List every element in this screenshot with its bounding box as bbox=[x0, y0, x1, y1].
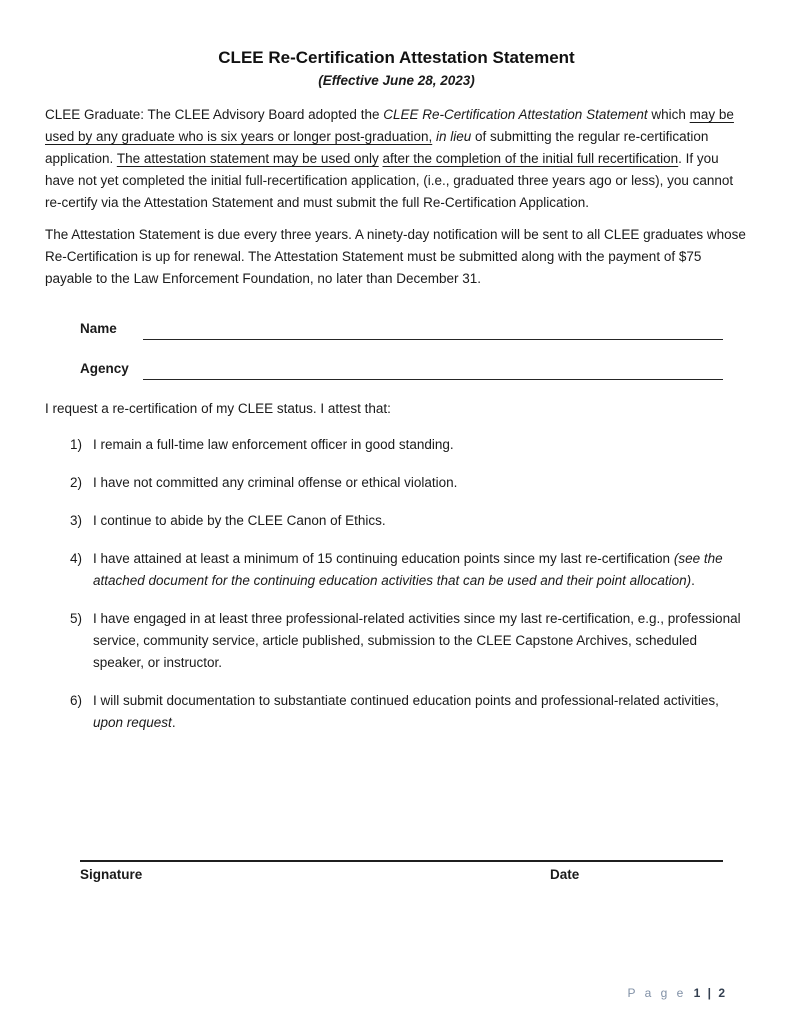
item-number: 5) bbox=[70, 611, 83, 626]
italic-run: upon request bbox=[93, 715, 172, 730]
text-run: . bbox=[171, 715, 176, 730]
item-text: I have not committed any criminal offense or ethical violation. bbox=[93, 475, 458, 490]
item-text: I remain a full-time law enforcement officer in good standing. bbox=[93, 437, 454, 452]
document-subtitle: (Effective June 28, 2023) bbox=[318, 73, 475, 88]
attestation-item-1 bbox=[70, 434, 748, 456]
underlined-run: may be used by any graduate who is six years or longer post-graduation, bbox=[45, 107, 734, 144]
italic-run: (see the attached document for the continuing education activities that can be used and their point allocation) bbox=[93, 551, 723, 588]
attestation-item-4 bbox=[70, 548, 748, 592]
attestation-list bbox=[45, 434, 748, 734]
signature-blank-line bbox=[80, 860, 723, 864]
agency-field-row bbox=[80, 358, 723, 380]
italic-run: CLEE Re-Certification Attestation Statement bbox=[383, 107, 648, 122]
name-blank-line bbox=[143, 321, 723, 340]
item-number: 4) bbox=[70, 551, 83, 566]
date-label: Date bbox=[550, 867, 580, 882]
attestation-item-5 bbox=[70, 608, 748, 674]
text-run: I have attained at least a minimum of 15 continuing education points since my last re-certification bbox=[93, 551, 671, 566]
text-run: CLEE Graduate: The CLEE Advisory Board adopted the bbox=[45, 107, 380, 122]
item-number: 1) bbox=[70, 437, 83, 452]
italic-run: in lieu bbox=[436, 129, 472, 144]
text-run: I will submit documentation to substantiate continued education points and professional-related activities, bbox=[93, 693, 719, 708]
attestation-item-3 bbox=[70, 510, 748, 532]
name-field-row bbox=[80, 318, 723, 340]
signature-label: Signature bbox=[80, 867, 143, 882]
item-number: 3) bbox=[70, 513, 83, 528]
text-run: . bbox=[691, 573, 695, 588]
footer-page-word: P a g e bbox=[627, 986, 687, 1000]
signature-labels-row bbox=[80, 865, 723, 885]
attestation-item-6 bbox=[70, 690, 748, 734]
text-run: of submitting the regular re-certification application. bbox=[45, 129, 709, 166]
attestation-lead: I request a re-certification of my CLEE status. I attest that: bbox=[45, 401, 391, 416]
text-run: which bbox=[651, 107, 686, 122]
footer-page-numbers: 1 | 2 bbox=[693, 986, 727, 1000]
item-text: I continue to abide by the CLEE Canon of Ethics. bbox=[93, 513, 386, 528]
agency-blank-line bbox=[143, 361, 723, 380]
item-text bbox=[93, 548, 745, 592]
item-text bbox=[93, 690, 745, 734]
document-title: CLEE Re-Certification Attestation Statement bbox=[218, 48, 575, 67]
page-number-footer bbox=[627, 986, 727, 1000]
underlined-run: after the completion of the initial full recertification bbox=[382, 151, 679, 166]
underlined-run: The attestation statement may be used only bbox=[116, 151, 379, 166]
text-run: . If you have not yet completed the initial full-recertification application, (i.e., graduated three years ago or less), you cannot re-certify via the Attestation Statement and must submit the full Re-Certification Application. bbox=[45, 151, 734, 210]
item-text: I have engaged in at least three professional-related activities since my last re-certification, e.g., professional service, community service, article published, submission to the CLEE Capstone Archives, scheduled speaker, or instructor. bbox=[93, 611, 741, 670]
agency-label: Agency bbox=[80, 361, 129, 376]
item-number: 6) bbox=[70, 693, 83, 708]
signature-block bbox=[80, 860, 723, 885]
attestation-item-2 bbox=[70, 472, 748, 494]
intro-paragraph-2: The Attestation Statement is due every three years. A ninety-day notification will be sent to all CLEE graduates whose Re-Certification is up for renewal. The Attestation Statement must be submitted along with the payment of $75 payable to the Law Enforcement Foundation, no later than December 31. bbox=[45, 227, 746, 286]
name-label: Name bbox=[80, 321, 117, 336]
item-number: 2) bbox=[70, 475, 83, 490]
intro-paragraph-1 bbox=[45, 104, 748, 214]
